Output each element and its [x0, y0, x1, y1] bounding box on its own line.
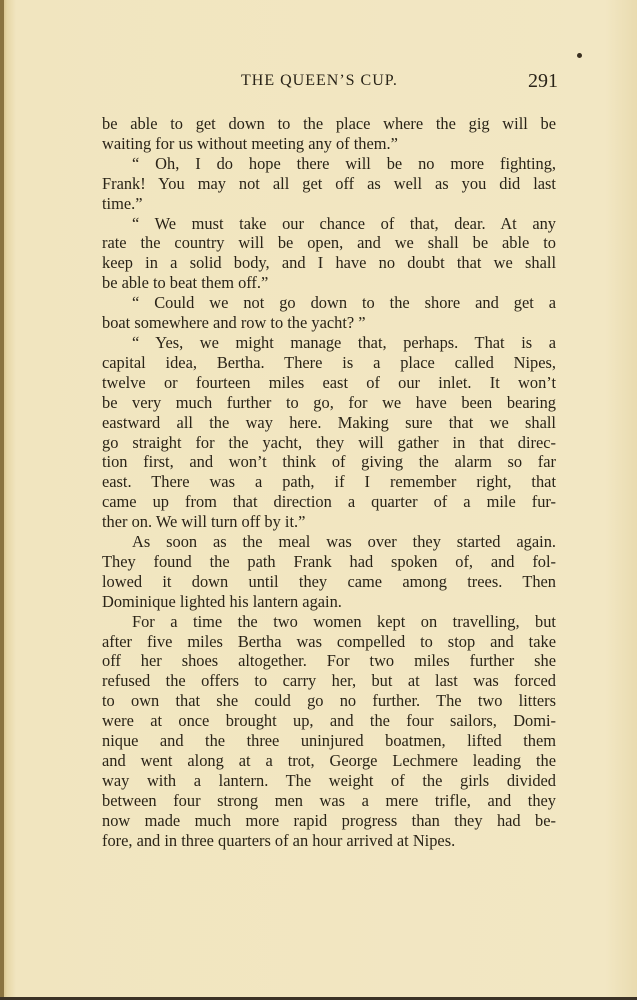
text-line: For a time the two women kept on travelling, but	[132, 611, 556, 631]
text-line: boat somewhere and row to the yacht? ”	[102, 313, 366, 333]
text-line: capital idea, Bertha. There is a place called Nipes,	[102, 352, 556, 372]
page-header	[100, 72, 558, 98]
text-line: way with a lantern. The weight of the girls divided	[102, 770, 556, 790]
text-line: go straight for the yacht, they will gather in that direc-	[102, 432, 556, 452]
page-binding-edge	[0, 0, 4, 1000]
text-line: lowed it down until they came among trees. Then	[102, 571, 556, 591]
text-line: and went along at a trot, George Lechmere leading the	[102, 751, 556, 770]
text-line: “ Yes, we might manage that, perhaps. That is a	[132, 332, 556, 352]
ink-speck	[577, 53, 582, 58]
text-line: came up from that direction a quarter of a mile fur-	[102, 492, 556, 512]
text-line: to own that she could go no further. The two litters	[102, 691, 556, 711]
text-line: keep in a solid body, and I have no doubt that we shall	[102, 253, 556, 273]
text-line: east. There was a path, if I remember right, that	[102, 472, 556, 492]
text-line: time.”	[102, 193, 143, 213]
page-number: 291	[528, 70, 558, 92]
text-line: As soon as the meal was over they started again.	[132, 532, 556, 552]
text-line: be able to beat them off.”	[102, 273, 269, 293]
text-line: now made much more rapid progress than they had be-	[102, 810, 556, 830]
text-line: ther on. We will turn off by it.”	[102, 512, 306, 532]
text-line: eastward all the way here. Making sure that we shall	[102, 412, 556, 432]
text-line: waiting for us without meeting any of them.”	[102, 133, 398, 153]
text-line: Dominique lighted his lantern again.	[102, 591, 342, 611]
text-line: be very much further to go, for we have been bearing	[102, 392, 556, 412]
text-line: twelve or fourteen miles east of our inlet. It won’t	[102, 372, 556, 392]
text-line: rate the country will be open, and we shall be able to	[102, 233, 556, 253]
text-line: “ Could we not go down to the shore and get a	[132, 293, 556, 313]
running-title: THE QUEEN’S CUP.	[241, 72, 398, 89]
text-line: nique and the three uninjured boatmen, lifted them	[102, 731, 556, 751]
body-text	[102, 114, 556, 851]
text-line: They found the path Frank had spoken of, and fol-	[102, 551, 556, 571]
text-line: be able to get down to the place where the gig will be	[102, 114, 556, 133]
text-line: off her shoes altogether. For two miles further she	[102, 651, 556, 671]
text-line: fore, and in three quarters of an hour arrived at Nipes.	[102, 830, 456, 850]
text-line: after five miles Bertha was compelled to stop and take	[102, 631, 556, 651]
text-line: were at once brought up, and the four sailors, Domi-	[102, 711, 556, 731]
text-line: refused the offers to carry her, but at last was forced	[102, 671, 556, 691]
text-line: “ Oh, I do hope there will be no more fighting,	[132, 153, 556, 173]
text-line: between four strong men was a mere trifle, and they	[102, 790, 556, 810]
text-line: “ We must take our chance of that, dear. At any	[132, 213, 556, 233]
text-line: tion first, and won’t think of giving the alarm so far	[102, 452, 556, 472]
text-line: Frank! You may not all get off as well as you did last	[102, 173, 556, 193]
